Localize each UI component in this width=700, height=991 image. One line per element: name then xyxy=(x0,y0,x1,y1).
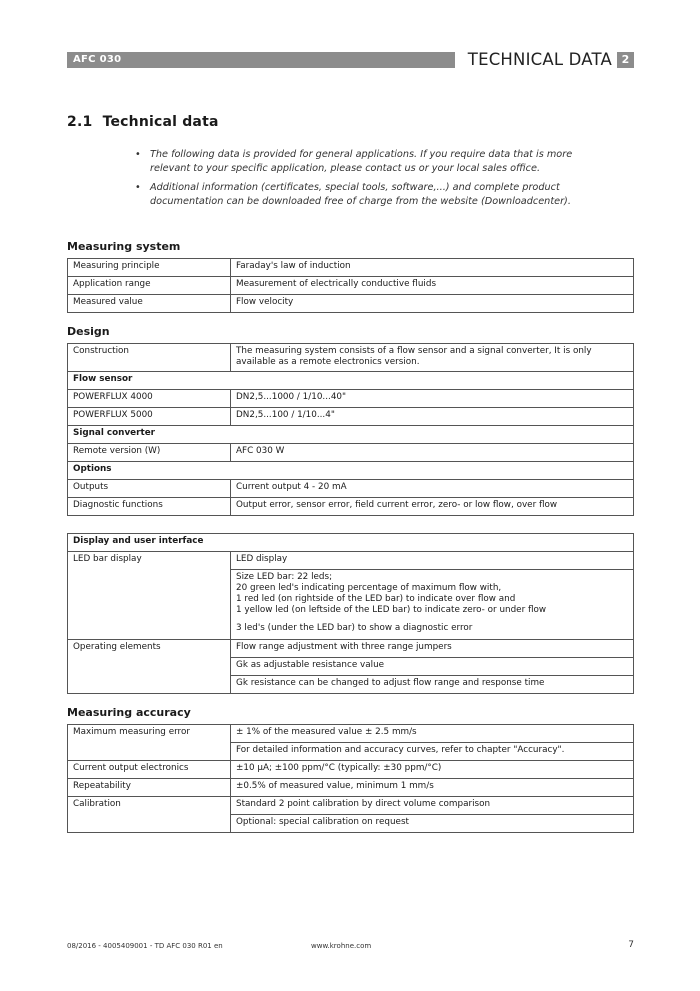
table-row xyxy=(68,761,634,779)
page-footer xyxy=(67,938,634,952)
row-value: Current output 4 - 20 mA xyxy=(231,480,634,498)
row-label: Application range xyxy=(68,277,231,295)
section-heading xyxy=(67,114,219,130)
row-value: Gk resistance can be changed to adjust flow range and response time xyxy=(231,676,634,694)
row-value: Output error, sensor error, field current error, zero- or low flow, over flow xyxy=(231,498,634,516)
table-row xyxy=(68,444,634,462)
table-subheader xyxy=(68,534,634,552)
row-value: Gk as adjustable resistance value xyxy=(231,658,634,676)
row-label: POWERFLUX 5000 xyxy=(68,408,231,426)
measuring-system-table xyxy=(67,258,634,313)
table-row xyxy=(68,344,634,372)
table-row xyxy=(68,277,634,295)
table-row xyxy=(68,408,634,426)
row-value: AFC 030 W xyxy=(231,444,634,462)
row-label: Maximum measuring error xyxy=(68,725,231,761)
table-subheader xyxy=(68,462,634,480)
section-title: Technical data xyxy=(102,114,219,130)
notes-list xyxy=(135,148,615,214)
page-header xyxy=(67,52,634,68)
table-row xyxy=(68,480,634,498)
row-value: ±10 µA; ±100 ppm/°C (typically: ±30 ppm/°C) xyxy=(231,761,634,779)
footer-website: www.krohne.com xyxy=(311,942,372,950)
row-label: Measured value xyxy=(68,295,231,313)
row-value: DN2,5...100 / 1/10...4" xyxy=(231,408,634,426)
display-heading: Display and user interface xyxy=(68,534,634,552)
row-value: Optional: special calibration on request xyxy=(231,815,634,833)
measuring-accuracy-title: Measuring accuracy xyxy=(67,706,191,719)
row-label: Outputs xyxy=(68,480,231,498)
row-label: Measuring principle xyxy=(68,259,231,277)
row-value: Faraday's law of induction xyxy=(231,259,634,277)
footer-doc-id: 08/2016 - 4005409001 - TD AFC 030 R01 en xyxy=(67,942,223,950)
table-subheader xyxy=(68,426,634,444)
row-value: Flow velocity xyxy=(231,295,634,313)
row-value: Flow range adjustment with three range jumpers xyxy=(231,640,634,658)
row-label: Current output electronics xyxy=(68,761,231,779)
header-bar xyxy=(67,52,455,68)
row-label: Construction xyxy=(68,344,231,372)
header-chapter-number: 2 xyxy=(617,52,634,68)
table-row xyxy=(68,640,634,658)
table-row xyxy=(68,390,634,408)
row-value: ±0.5% of measured value, minimum 1 mm/s xyxy=(231,779,634,797)
display-table xyxy=(67,533,634,694)
row-value: DN2,5...1000 / 1/10...40" xyxy=(231,390,634,408)
note-item: • Additional information (certificates, special tools, software,...) and complete product documentation can be downloaded free of charge from the website (Downloadcenter). xyxy=(135,181,615,209)
row-label: Operating elements xyxy=(68,640,231,694)
signal-converter-heading: Signal converter xyxy=(68,426,634,444)
row-value: The measuring system consists of a flow sensor and a signal converter, It is only available as a remote electronics version. xyxy=(231,344,634,372)
led-description xyxy=(231,570,634,640)
design-title: Design xyxy=(67,325,110,338)
measuring-system-title: Measuring system xyxy=(67,240,181,253)
design-table xyxy=(67,343,634,516)
table-row xyxy=(68,725,634,743)
header-product: AFC 030 xyxy=(73,54,122,65)
table-row xyxy=(68,498,634,516)
led-line: 1 red led (on rightside of the LED bar) to indicate over flow and xyxy=(236,594,516,604)
table-row xyxy=(68,295,634,313)
table-row xyxy=(68,259,634,277)
page-number: 7 xyxy=(628,940,634,950)
options-heading: Options xyxy=(68,462,634,480)
header-title: TECHNICAL DATA xyxy=(467,50,612,69)
table-row xyxy=(68,552,634,570)
row-value: Measurement of electrically conductive fluids xyxy=(231,277,634,295)
accuracy-table xyxy=(67,724,634,833)
row-label: Remote version (W) xyxy=(68,444,231,462)
flow-sensor-heading: Flow sensor xyxy=(68,372,634,390)
row-value: Standard 2 point calibration by direct volume comparison xyxy=(231,797,634,815)
row-label: LED bar display xyxy=(68,552,231,640)
led-line: 3 led's (under the LED bar) to show a diagnostic error xyxy=(236,623,473,633)
row-value: For detailed information and accuracy curves, refer to chapter "Accuracy". xyxy=(231,743,634,761)
led-line: Size LED bar: 22 leds; xyxy=(236,572,333,582)
led-line: 1 yellow led (on leftside of the LED bar) to indicate zero- or under flow xyxy=(236,605,547,615)
table-row xyxy=(68,797,634,815)
led-line: 20 green led's indicating percentage of maximum flow with, xyxy=(236,583,502,593)
row-label: POWERFLUX 4000 xyxy=(68,390,231,408)
row-label: Diagnostic functions xyxy=(68,498,231,516)
row-value: LED display xyxy=(231,552,634,570)
row-label: Calibration xyxy=(68,797,231,833)
note-item: • The following data is provided for general applications. If you require data that is more relevant to your specific application, please contact us or your local sales office. xyxy=(135,148,615,176)
table-row xyxy=(68,779,634,797)
section-number: 2.1 xyxy=(67,114,93,130)
row-value: ± 1% of the measured value ± 2.5 mm/s xyxy=(231,725,634,743)
table-subheader xyxy=(68,372,634,390)
row-label: Repeatability xyxy=(68,779,231,797)
